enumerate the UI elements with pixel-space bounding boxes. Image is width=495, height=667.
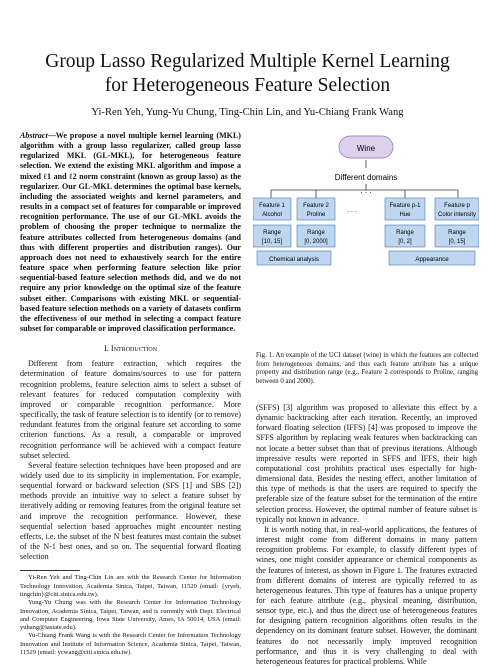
paper-title	[40, 50, 455, 98]
intro-paragraph-1: Different from feature extraction, which requires the determination of feature domains/sources to use for pattern recognition problems, feature selection aims to select a subset of relevant features for reduced computation complexity with improved or comparable recognition performance. More specifically, the task of feature selection is to identify (or to remove) redundant features from the original feature set according to some criterion functions. As a result, a comparable or improved recognition performance will be achieved with a compact feature subset selected.	[20, 359, 241, 460]
right-paragraph-1: (SFFS) [3] algorithm was proposed to alleviate this effect by a dynamic backtracking after each iteration. Recently, an improved forward floating selection (IFFS) [4] was proposed to improve the SFFS algorithm by replacing weak features when backtracking can not locate a better subset than that of previous iterations. Although impressive results were reported in SFFS and IFFS, their high computational cost prohibits practical uses especially for high-dimensional data. Besides the nesting effect, another limitation of this type of methods is that the users are required to specify the preferable size of the feature subset for the termination of the entire selection process. However, the optimal number of feature subset is typically not known in advance.	[256, 403, 477, 524]
feature-p-attribute: Color intensity	[437, 212, 477, 218]
feature-domain-diagram	[253, 128, 479, 350]
section-heading-introduction: I. Introduction	[103, 344, 158, 354]
author-list: Yi-Ren Yeh, Yung-Yu Chung, Ting-Chin Lin, and Yu-Chiang Frank Wang	[91, 107, 404, 118]
footnote-divider	[20, 570, 80, 571]
feature-2-attribute: Proline	[306, 212, 326, 218]
abstract-text: —We propose a novel multiple kernel learning (MKL) algorithm with a group lasso regularizer, called group lasso regularized MKL (GL-MKL), for heterogeneous feature selection. We extend the existing MKL algorithm and impose a mixed ℓ1 and ℓ2 norm constraint (known as group lasso) as the regularizer. Our GL-MKL determines the optimal base kernels, including the associated weights and kernel parameters, and results in a compact set of features for comparable or improved recognition performance. The use of our GL-MKL avoids the problem of choosing the proper technique to normalize the feature attributes collected from heterogeneous domains (and thus with different properties and distribution ranges). Our approach does not need to exhaustively search for the entire feature space when performing feature selection like prior sequential-based feature selection methods did, and we do not require any prior knowledge on the optimal size of the feature subset either. Comparisons with existing MKL or sequential-based feature selection methods on a variety of datasets confirm the effectiveness of our method in selecting a compact feature subset for comparable or improved classification performance.	[20, 131, 241, 333]
feature-p-name: Feature p	[444, 203, 470, 209]
range-2-value: [0, 2000]	[304, 239, 328, 245]
left-column	[20, 131, 241, 657]
range-3-label: Range	[396, 230, 414, 236]
range-1-label: Range	[263, 230, 281, 236]
feature-p-1-name: Feature p-1	[389, 203, 421, 209]
right-paragraph-2: It is worth noting that, in real-world applications, the features of interest might come from different domains in many pattern recognition problems. For example, to classify different types of wines, one might consider appearance or chemical components as the features of interest, as shown in Figure 1. The features extracted from different domains of interest are typically referred to as heterogeneous features. This type of features has a unique property for each feature attribute (e.g., physical meaning, distribution, sensor type, etc.), and thus the direct use of heterogeneous features for designing pattern recognition algorithms often results in the dependency on its dominant feature subset. However, the dominant features do not necessarily imply improved recognition performance, and thus it is very challenging to deal with heterogeneous features for practical problems. While	[256, 524, 477, 666]
different-domains-label: Different domains	[334, 173, 398, 182]
appearance-label: Appearance	[415, 256, 449, 263]
range-3-value: [0, 2]	[398, 239, 412, 245]
range-1-value: [10, 15]	[261, 239, 283, 245]
abstract	[20, 131, 241, 334]
abstract-label: Abstract	[20, 131, 48, 140]
domains-ellipsis: . . .	[360, 186, 372, 195]
chemical-analysis-label: Chemical analysis	[269, 256, 319, 263]
figure-1	[253, 128, 479, 350]
feature-1-name: Feature 1	[259, 203, 285, 209]
footnote-3: Yu-Chiang Frank Wang is with the Research Center for Information Technology Innovation and Institute of Information Science, Academia Sinica, Taipei, Taiwan, 11529 (email: ycwang@citi.sinica.edu.tw).	[20, 632, 241, 657]
footnote-2: Yung-Yu Chung was with the Research Center for Information Technology Innovation, Academia Sinica, Taipei, Taiwan, and is currently with Dept. Electrical and Computer Engineering, Iowa State University, Ames, IA 50014, USA (email: yuhang@iastate.edu).	[20, 599, 241, 632]
footnote-1: Yi-Ren Yeh and Ting-Chin Lin are with the Research Center for Information Technology Innovation, Academia Sinica, Taipei, Taiwan, 11529 (email: {yryeh, tingchin}@citi.sinica.edu.tw).	[20, 574, 241, 598]
intro-paragraph-2: Several feature selection techniques have been proposed and are widely used due to its simplicity in implementation. For example, sequential forward or backward selection (SFS [1] and SBS [2]) methods provide an intuitive way to select a feature subset by iteratively adding or removing features from the original feature set and improve the recognition performance. However, these sequential selection based approaches might encounter nesting effects, i.e. the subset of the N best features must contain the subset of the N-1 best ones, and so on. The sequential forward floating selection	[20, 460, 241, 562]
feature-p-1-attribute: Hue	[399, 212, 411, 218]
title-line-2: for Heterogeneous Feature Selection	[104, 75, 391, 96]
right-column	[256, 403, 477, 667]
wine-root-label: Wine	[356, 144, 376, 153]
range-4-label: Range	[448, 230, 466, 236]
range-2-label: Range	[307, 230, 325, 236]
features-ellipsis: . . .	[347, 207, 357, 214]
title-line-1: Group Lasso Regularized Multiple Kernel Learning	[45, 51, 450, 72]
figure-1-caption: Fig. 1. An example of the UCI dataset (wine) in which the features are collected from heterogeneous domains, and thus each feature attribute has a unique property and distribution range (e.g., Feature 2 corresponds to Proline, ranging between 0 and 2000).	[256, 352, 478, 385]
feature-2-name: Feature 2	[303, 203, 329, 209]
feature-1-attribute: Alcohol	[262, 212, 282, 218]
range-4-value: [0, 15]	[448, 239, 466, 245]
